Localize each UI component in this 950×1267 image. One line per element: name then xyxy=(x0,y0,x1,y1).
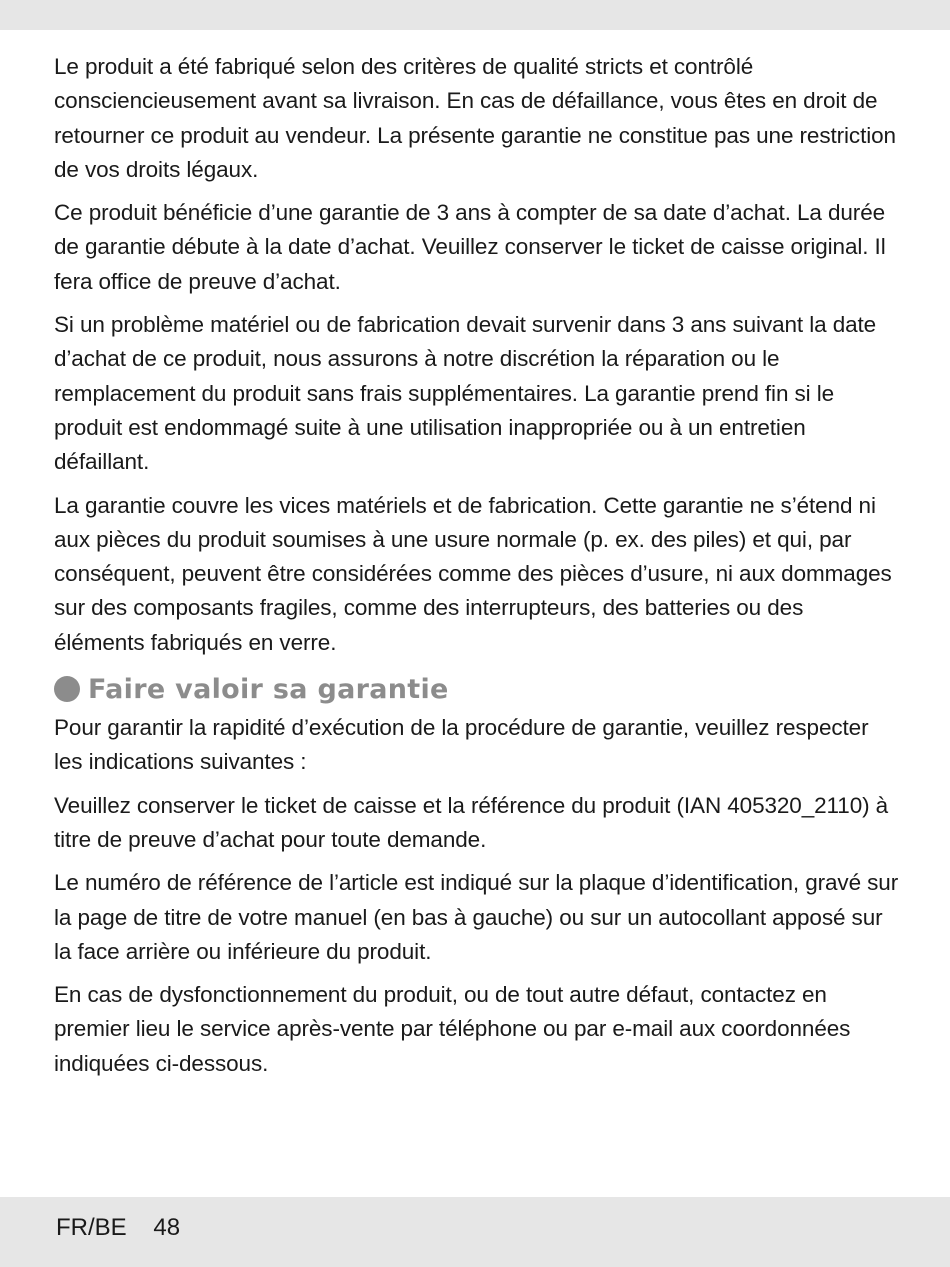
warranty-paragraph-repair: Si un problème matériel ou de fabrication devait survenir dans 3 ans suivant la date d’achat de ce produit, nous assurons à notre discrétion la réparation ou le remplacement du produit sans frais supplémentaires. La garantie prend fin si le produit est endommagé suite à une utilisation inappropriée ou à un entretien défaillant. xyxy=(54,312,877,475)
page-footer xyxy=(56,1211,180,1245)
footer-locale: FR/BE xyxy=(56,1214,127,1241)
footer-spacer xyxy=(127,1214,154,1241)
warranty-paragraph-quality: Le produit a été fabriqué selon des critères de qualité stricts et contrôlé consciencieusement avant sa livraison. En cas de défaillance, vous êtes en droit de retourner ce produit au vendeur. La présente garantie ne constitue pas une restriction de vos droits légaux. xyxy=(54,54,896,182)
claim-paragraph-receipt: Veuillez conserver le ticket de caisse et la référence du produit (IAN 405320_2110) à titre de preuve d’achat pour toute demande. xyxy=(54,792,889,852)
warranty-paragraph-coverage: La garantie couvre les vices matériels et de fabrication. Cette garantie ne s’étend ni aux pièces du produit soumises à une usure normale (p. ex. des piles) et qui, par conséquent, peuvent être considérées comme des pièces d’usure, ni aux dommages sur des composants fragiles, comme des interrupteurs, des batteries ou des éléments fabriqués en verre. xyxy=(54,492,892,655)
warranty-paragraph-duration: Ce produit bénéficie d’une garantie de 3 ans à compter de sa date d’achat. La durée de garantie débute à la date d’achat. Veuillez conserver le ticket de caisse original. Il fera office de preuve d’achat. xyxy=(54,200,886,294)
footer-page-number: 48 xyxy=(153,1214,181,1241)
claim-paragraph-intro: Pour garantir la rapidité d’exécution de la procédure de garantie, veuillez respecter les indications suivantes : xyxy=(54,715,869,775)
section-heading xyxy=(54,669,899,709)
section-title: Faire valoir sa garantie xyxy=(88,673,449,705)
claim-paragraph-contact: En cas de dysfonctionnement du produit, ou de tout autre défaut, contactez en premier lieu le service après-vente par téléphone ou par e-mail aux coordonnées indiquées ci-dessous. xyxy=(54,982,851,1076)
top-margin-band xyxy=(0,0,950,30)
bullet-circle-icon xyxy=(54,676,80,702)
page-body xyxy=(54,50,899,1090)
claim-paragraph-reference: Le numéro de référence de l’article est indiqué sur la plaque d’identification, gravé sur la page de titre de votre manuel (en bas à gauche) ou sur un autocollant apposé sur la face arrière ou inférieure du produit. xyxy=(54,870,899,964)
